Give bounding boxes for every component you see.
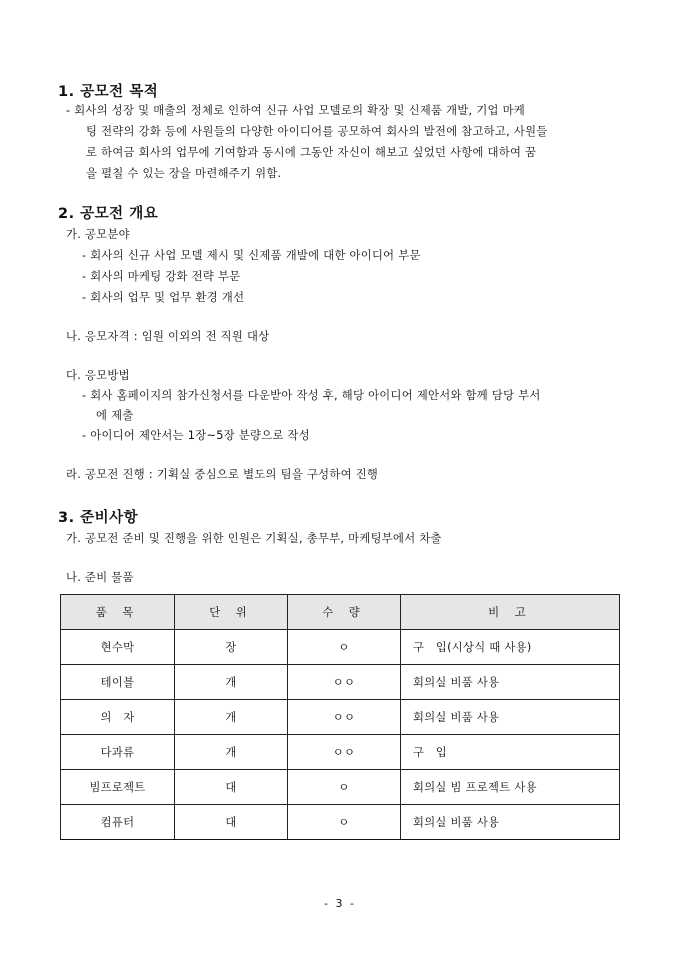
table-row <box>61 805 620 840</box>
section-2-da-title: 다. 응모방법 <box>66 369 130 382</box>
cell-unit: 개 <box>175 700 288 735</box>
table-row <box>61 735 620 770</box>
cell-item: 테이블 <box>61 665 175 700</box>
cell-unit: 개 <box>175 665 288 700</box>
cell-item: 현수막 <box>61 630 175 665</box>
section-2-ga-title: 가. 공모분야 <box>66 228 130 241</box>
cell-quantity: ㅇㅇ <box>288 700 401 735</box>
section-2-da-item-1: - 회사 홈페이지의 참가신청서를 다운받아 작성 후, 해당 아이디어 제안서와 함께 담당 부서 <box>82 389 541 402</box>
header-note: 비 고 <box>401 595 620 630</box>
cell-item: 컴퓨터 <box>61 805 175 840</box>
cell-unit: 장 <box>175 630 288 665</box>
header-unit: 단 위 <box>175 595 288 630</box>
section-2-na: 나. 응모자격 : 임원 이외의 전 직원 대상 <box>66 330 270 343</box>
header-item: 품 목 <box>61 595 175 630</box>
section-1-text-line-2: 팅 전략의 강화 등에 사원들의 다양한 아이디어를 공모하여 회사의 발전에 참고하고, 사원들 <box>86 125 548 138</box>
section-2-da-item-2: - 아이디어 제안서는 1장~5장 분량으로 작성 <box>82 429 310 442</box>
table-header-row <box>61 595 620 630</box>
section-1-text-line-4: 을 펼칠 수 있는 장을 마련해주기 위함. <box>86 167 282 180</box>
cell-quantity: ㅇ <box>288 630 401 665</box>
supplies-table <box>60 594 620 840</box>
section-1-text-line-1: - 회사의 성장 및 매출의 정체로 인하여 신규 사업 모델로의 확장 및 신제품 개발, 기업 마케 <box>66 104 526 117</box>
cell-unit: 대 <box>175 770 288 805</box>
cell-quantity: ㅇㅇ <box>288 665 401 700</box>
section-2-title: 2. 공모전 개요 <box>58 206 159 222</box>
table-row <box>61 630 620 665</box>
cell-note: 회의실 비품 사용 <box>401 700 620 735</box>
cell-item: 다과류 <box>61 735 175 770</box>
section-2-da-item-1-cont: 에 제출 <box>96 409 134 422</box>
cell-unit: 개 <box>175 735 288 770</box>
cell-note: 회의실 비품 사용 <box>401 665 620 700</box>
section-2-ga-item: - 회사의 마케팅 강화 전략 부문 <box>82 270 241 283</box>
header-quantity: 수 량 <box>288 595 401 630</box>
cell-item: 의 자 <box>61 700 175 735</box>
table-row <box>61 700 620 735</box>
cell-note: 구 입(시상식 때 사용) <box>401 630 620 665</box>
section-2-ra: 라. 공모전 진행 : 기획실 중심으로 별도의 팀을 구성하여 진행 <box>66 468 379 481</box>
section-1-title: 1. 공모전 목적 <box>58 84 159 100</box>
cell-quantity: ㅇ <box>288 770 401 805</box>
table-row <box>61 665 620 700</box>
section-3-ga: 가. 공모전 준비 및 진행을 위한 인원은 기획실, 총무부, 마케팅부에서 차출 <box>66 532 442 545</box>
cell-note: 회의실 빔 프로젝트 사용 <box>401 770 620 805</box>
cell-note: 구 입 <box>401 735 620 770</box>
section-2-ga-item: - 회사의 업무 및 업무 환경 개선 <box>82 291 245 304</box>
section-2-ga-item: - 회사의 신규 사업 모델 제시 및 신제품 개발에 대한 아이디어 부문 <box>82 249 421 262</box>
section-3-title: 3. 준비사항 <box>58 510 139 526</box>
section-3-na-title: 나. 준비 물품 <box>66 571 134 584</box>
cell-quantity: ㅇㅇ <box>288 735 401 770</box>
table-row <box>61 770 620 805</box>
cell-item: 빔프로젝트 <box>61 770 175 805</box>
section-1-text-line-3: 로 하여금 회사의 업무에 기여함과 동시에 그동안 자신이 해보고 싶었던 사항에 대하여 꿈 <box>86 146 537 159</box>
cell-unit: 대 <box>175 805 288 840</box>
page-number: - 3 - <box>324 897 356 910</box>
cell-quantity: ㅇ <box>288 805 401 840</box>
cell-note: 회의실 비품 사용 <box>401 805 620 840</box>
